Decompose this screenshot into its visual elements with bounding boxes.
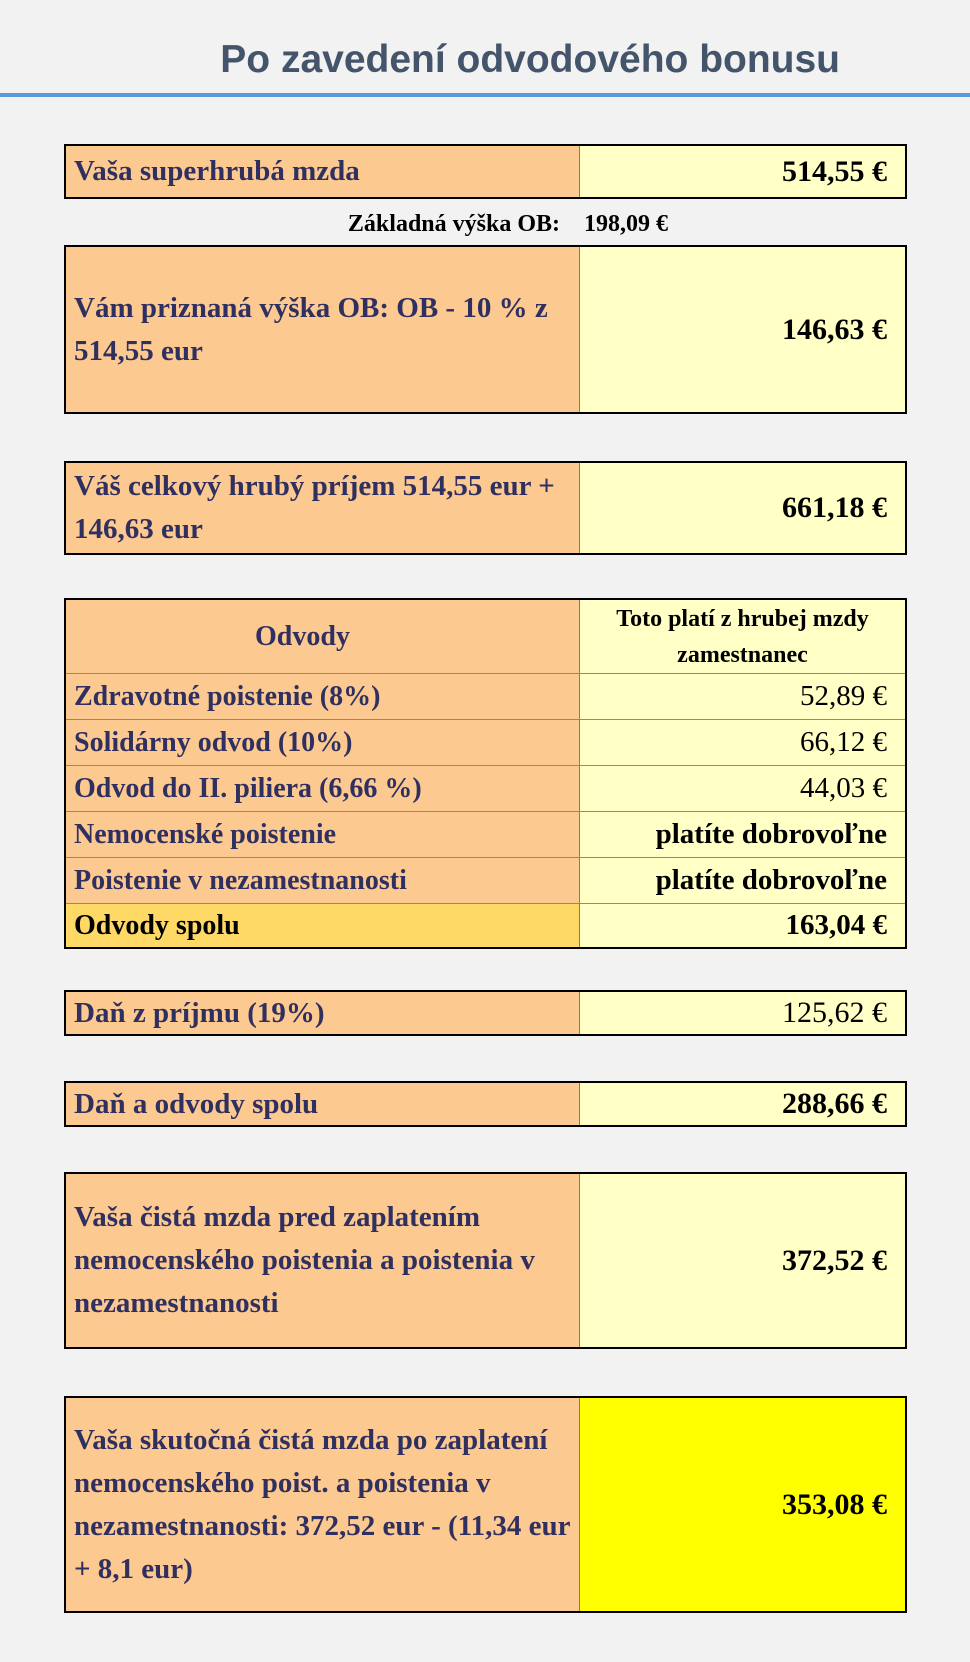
net-before-label: Vaša čistá mzda pred zaplatením nemocenského poistenia a poistenia v nezamestnanosti: [66, 1174, 580, 1347]
contributions-header-value: Toto platí z hrubej mzdy zamestnanec: [580, 600, 905, 673]
granted-ob-value: 146,63 €: [580, 247, 905, 412]
contribution-label: Odvod do II. piliera (6,66 %): [66, 766, 580, 811]
contributions-total-value: 163,04 €: [580, 904, 905, 947]
tax-and-contrib-value: 288,66 €: [580, 1083, 905, 1125]
granted-ob-label: Vám priznaná výška OB: OB - 10 % z 514,55 eur: [66, 247, 580, 412]
tax-and-contrib-label: Daň a odvody spolu: [66, 1083, 580, 1125]
contributions-table: [64, 598, 907, 949]
contribution-label: Nemocenské poistenie: [66, 812, 580, 857]
super-gross-label: Vaša superhrubá mzda: [66, 146, 580, 197]
table-row: [66, 857, 905, 903]
title-underline: [0, 93, 970, 97]
page-title: Po zavedení odvodového bonusu: [220, 38, 840, 81]
table-row: [66, 811, 905, 857]
net-before-value: 372,52 €: [580, 1174, 905, 1347]
contribution-value: platíte dobrovoľne: [580, 858, 905, 903]
table-row: [66, 765, 905, 811]
contribution-label: Poistenie v nezamestnanosti: [66, 858, 580, 903]
table-row: [66, 673, 905, 719]
super-gross-row: [64, 144, 907, 199]
contribution-label: Zdravotné poistenie (8%): [66, 674, 580, 719]
contributions-header-label: Odvody: [66, 600, 580, 673]
basic-ob-line: [0, 207, 970, 243]
net-actual-label: Vaša skutočná čistá mzda po zaplatení nemocenského poist. a poistenia v nezamestnanosti: 372,52 eur - (11,34 eur + 8,1 eur): [66, 1398, 580, 1611]
basic-ob-value: 198,09 €: [584, 211, 668, 237]
table-row: [66, 719, 905, 765]
tax-and-contrib-row: [64, 1081, 907, 1127]
super-gross-value: 514,55 €: [580, 146, 905, 197]
contributions-header: [66, 600, 905, 673]
income-tax-row: [64, 990, 907, 1036]
income-tax-value: 125,62 €: [580, 992, 905, 1034]
contribution-value: 66,12 €: [580, 720, 905, 765]
contribution-value: 52,89 €: [580, 674, 905, 719]
contributions-total-row: [66, 903, 905, 947]
total-gross-row: [64, 461, 907, 555]
net-actual-row: [64, 1396, 907, 1613]
net-actual-value: 353,08 €: [580, 1398, 905, 1611]
total-gross-value: 661,18 €: [580, 463, 905, 553]
basic-ob-label: Základná výška OB:: [347, 211, 560, 237]
net-before-row: [64, 1172, 907, 1349]
contribution-value: platíte dobrovoľne: [580, 812, 905, 857]
contributions-total-label: Odvody spolu: [66, 904, 580, 947]
total-gross-label: Váš celkový hrubý príjem 514,55 eur + 146,63 eur: [66, 463, 580, 553]
income-tax-label: Daň z príjmu (19%): [66, 992, 580, 1034]
contribution-label: Solidárny odvod (10%): [66, 720, 580, 765]
granted-ob-row: [64, 245, 907, 414]
contribution-value: 44,03 €: [580, 766, 905, 811]
